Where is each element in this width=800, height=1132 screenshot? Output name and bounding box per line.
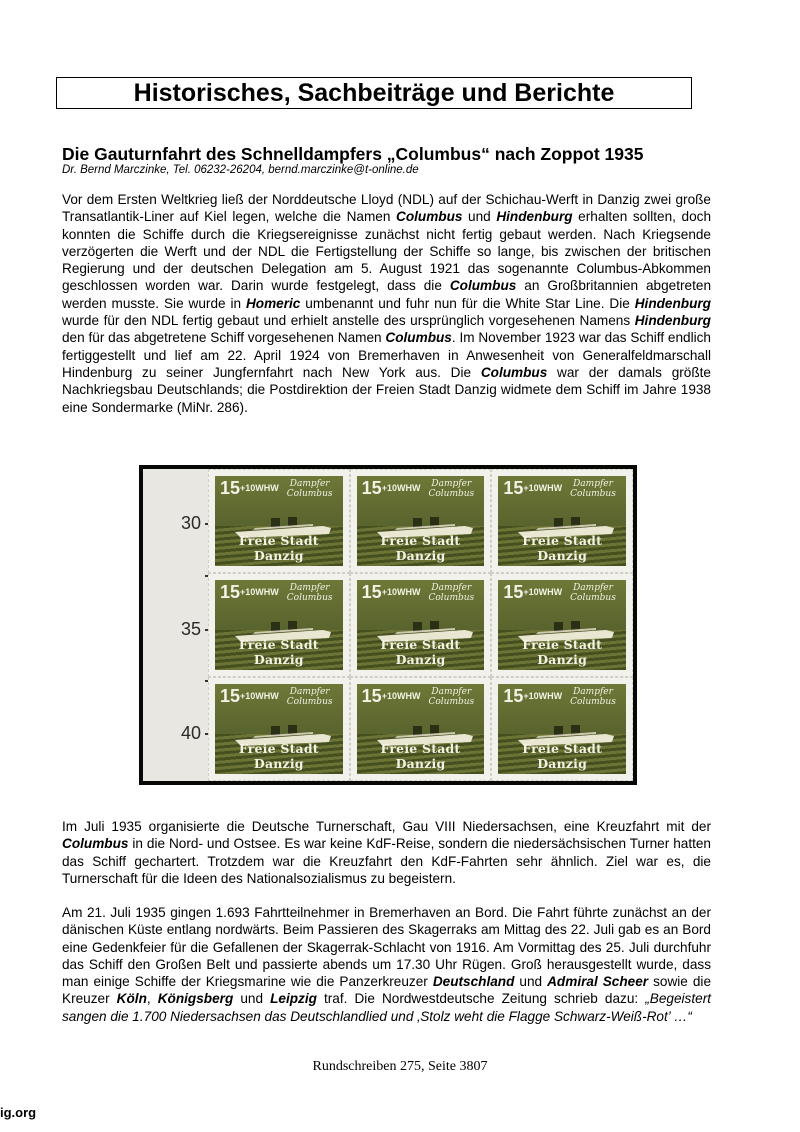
quote-text: „Begeistert sangen die 1.700 Niedersachsen das Deutschlandlied und ‚Stolz weht die Flagge Schwarz-Weiß-Rot’ …“ [62,991,711,1024]
emphasized-name: Köln [116,991,147,1007]
emphasized-name: Columbus [449,278,517,294]
stamp-denomination: 15 [361,582,382,602]
text-run: erhalten sollten, doch konnten die Schiffe durch die Kriegsereignisse zunächst nicht fertig gebaut werden. Nach Kriegsende verzögerten die Werft und der NDL die Fertigstellung der Schiffe so lange, bis zwischen der britischen Regierung und der deutschen Delegation am 5. August 1921 das sogenannte Columbus-Abkommen geschlossen worden war. Darin wurde festgelegt, dass die [62,209,711,294]
paragraph-voyage [62,904,711,1025]
stamp-value [220,686,279,706]
stamp-denomination: 15 [220,478,241,498]
stamp-country: Freie Stadt Danzig [238,637,319,667]
stamp-denomination: 15 [220,686,241,706]
text-run: , [146,991,158,1007]
stamp-denomination: 15 [361,686,382,706]
margin-number: 40 [181,723,202,743]
text-run: den für das abgetretene Schiff vorgesehenen Namen [62,330,386,346]
stamp-value [362,582,421,602]
stamp-denomination: 15 [503,582,524,602]
emphasized-name: Columbus [385,330,452,346]
site-url-fragment: ig.org [0,1105,37,1120]
caption-line1: Dampfer [573,583,613,593]
stamp-surcharge: +10WHW [381,691,421,701]
caption-line2: Columbus [286,593,333,603]
stamp-caption [564,583,622,603]
stamp-value [503,686,562,706]
paragraph-cruise [62,818,711,887]
emphasized-name: Columbus [480,364,548,380]
sheet-margin [143,469,208,781]
stamp-country: Freie Stadt Danzig [380,741,461,771]
stamp-image [357,580,485,670]
text-run: Im Juli 1935 organisierte die Deutsche Turnerschaft, Gau VIII Niedersachsen, eine Kreuzfahrt mit der [62,819,711,834]
text-run: und [233,991,271,1007]
stamp-surcharge: +10WHW [523,587,563,597]
text-run: und [462,209,497,225]
stamp-country: Freie Stadt Danzig [522,637,603,667]
stamp-surcharge: +10WHW [240,587,279,597]
stamp-country: Freie Stadt Danzig [238,741,319,771]
section-header: Historisches, Sachbeiträge und Berichte [56,77,692,109]
caption-line2: Columbus [428,593,475,603]
stamp-value [503,582,562,602]
caption-line2: Columbus [286,697,333,707]
text-run: Vor dem Ersten Weltkrieg ließ der Norddeutsche Lloyd (NDL) auf der Schichau-Werft in Danzig zwei große Transatlantik-Liner auf Kiel legen, welche die Namen [62,192,711,225]
stamp-country: Freie Stadt Danzig [522,741,603,771]
emphasized-name: Königsberg [157,991,234,1007]
stamp [350,573,492,677]
stamp-country: Freie Stadt Danzig [522,533,603,563]
stamp [491,677,633,781]
caption-line1: Dampfer [431,479,472,489]
stamp-image [498,476,626,566]
page-footer: Rundschreiben 275, Seite 3807 [312,1059,488,1074]
stamp-surcharge: +10WHW [240,483,279,493]
stamp [491,469,633,573]
stamp-grid [208,469,633,781]
emphasized-name: Admiral Scheer [547,974,649,990]
stamp [208,469,350,573]
stamp-image [498,580,626,670]
stamp-surcharge: +10WHW [523,483,563,493]
stamp-caption [281,583,339,603]
stamp-image [215,476,343,566]
stamp-caption [422,583,480,603]
caption-line2: Columbus [428,697,475,707]
stamp-value [362,478,421,498]
margin-number: 30 [181,513,202,533]
caption-line2: Columbus [286,489,333,499]
stamp-caption [564,687,622,707]
caption-line2: Columbus [570,697,616,707]
article-title: Die Gauturnfahrt des Schnelldampfers „Columbus“ nach Zoppot 1935 [62,144,644,164]
emphasized-name: Deutschland [432,974,515,990]
caption-line2: Columbus [570,489,616,499]
emphasized-name: Hindenburg [634,295,711,311]
text-run: umbenannt und fuhr nun für die White Star Line. Die [300,295,635,311]
text-run: war der damals größte Nachkriegsbau Deutschlands; die Postdirektion der Freien Stadt Danzig widmete dem Schiff im Jahre 1938 eine Sondermarke (MiNr. 286). [62,364,711,415]
emphasized-name: Columbus [62,836,129,852]
caption-line1: Dampfer [289,479,330,489]
caption-line1: Dampfer [431,687,472,697]
stamp-surcharge: +10WHW [240,691,279,701]
stamp [350,469,492,573]
stamp-block-photo [139,465,637,785]
stamp-value [362,686,421,706]
text-run: sowie die Kreuzer [62,974,712,1007]
stamp-value [220,478,279,498]
stamp-caption [281,479,339,499]
stamp-denomination: 15 [503,478,524,498]
stamp-surcharge: +10WHW [381,587,421,597]
emphasized-name: Hindenburg [634,313,711,329]
emphasized-name: Hindenburg [496,209,573,225]
text-run: wurde für den NDL fertig gebaut und erhielt anstelle des ursprünglich vorgesehenen Namens [62,313,635,329]
stamp-caption [281,687,339,707]
stamp [208,677,350,781]
text-run: Am 21. Juli 1935 gingen 1.693 Fahrtteilnehmer in Bremerhaven an Bord. Die Fahrt führte zunächst an der dänischen Küste entlang nordwärts. Beim Passieren des Skagerraks am Mittag des 22. Juli gab es an Bord eine Gedenkfeier für die Gefallenen der Skagerrak-Schlacht von 1916. Am Vormittag des 25. Juli durchfuhr das Schiff den Großen Belt und passierte abends um 17.30 Uhr Rügen. Groß herausgestellt wurde, dass man einige Schiffe der Kriegsmarine wie die Panzerkreuzer [62,905,711,990]
author-line: Dr. Bernd Marczinke, Tel. 06232-26204, bernd.marczinke@t-online.de [62,164,419,176]
text-run: traf. Die Nordwestdeutsche Zeitung schrieb dazu: [316,991,646,1007]
caption-line2: Columbus [570,593,616,603]
emphasized-name: Leipzig [270,991,317,1007]
caption-line1: Dampfer [573,479,613,489]
emphasized-name: Homeric [245,295,301,311]
text-run: an Großbritannien abgetreten werden musste. Sie wurde in [62,278,711,311]
stamp-country: Freie Stadt Danzig [238,533,319,563]
stamp-denomination: 15 [361,478,382,498]
stamp-image [215,580,343,670]
stamp-image [357,476,485,566]
stamp-denomination: 15 [220,582,241,602]
stamp-surcharge: +10WHW [523,691,563,701]
caption-line1: Dampfer [431,583,472,593]
stamp [208,573,350,677]
text-run: . Im November 1923 war das Schiff endlich fertiggestellt und lief am 22. April 1924 von Bremerhaven in Anwesenheit von Generalfeldmarschall Hindenburg zu seiner Jungfernfahrt nach New York aus. Die [62,330,711,380]
stamp-denomination: 15 [503,686,524,706]
stamp-surcharge: +10WHW [381,483,421,493]
paragraph-intro [62,191,711,416]
text-run: und [514,974,548,990]
stamp-caption [564,479,622,499]
emphasized-name: Columbus [396,209,463,225]
caption-line1: Dampfer [289,583,330,593]
stamp-value [503,478,562,498]
stamp-value [220,582,279,602]
stamp [491,573,633,677]
stamp-caption [422,479,480,499]
stamp-image [357,684,485,774]
text-run: in die Nord- und Ostsee. Es war keine KdF-Reise, sondern die niedersächsischen Turner hatten das Schiff gechartert. Trotzdem war die Kreuzfahrt den KdF-Fahrten sehr ähnlich. Ziel war es, die Turnerschaft für die Ideen des Nationalsozialismus zu begeistern. [62,836,711,886]
caption-line1: Dampfer [573,687,613,697]
caption-line2: Columbus [428,489,475,499]
caption-line1: Dampfer [289,687,330,697]
stamp-image [498,684,626,774]
stamp [350,677,492,781]
stamp-image [215,684,343,774]
margin-number: 35 [181,619,202,639]
stamp-country: Freie Stadt Danzig [380,637,461,667]
stamp-country: Freie Stadt Danzig [380,533,461,563]
stamp-caption [422,687,480,707]
